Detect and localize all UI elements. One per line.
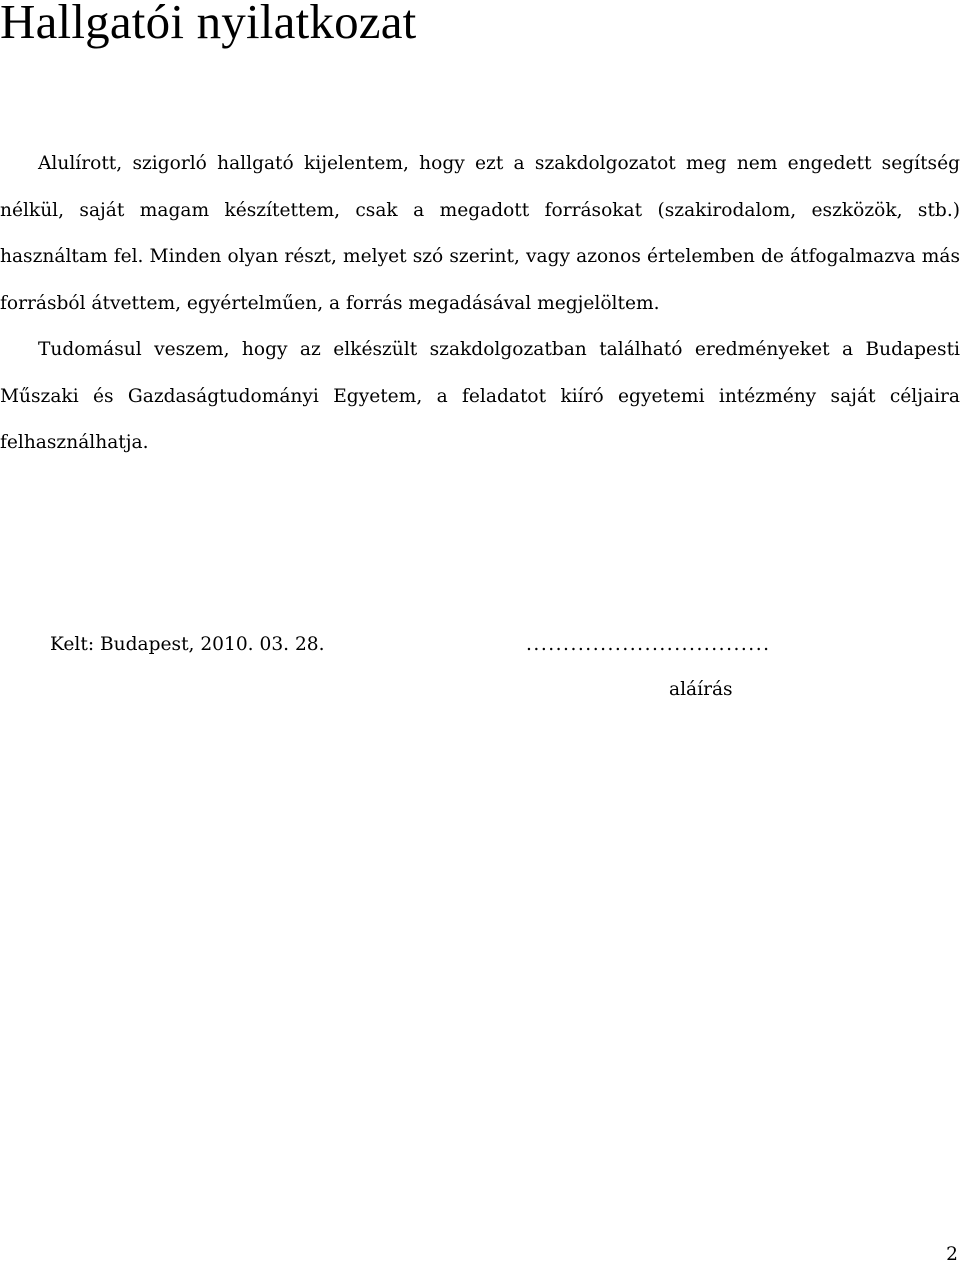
declaration-paragraph-2: Tudomásul veszem, hogy az elkészült szakdolgozatban található eredményeket a Budapesti Műszaki és Gazdaságtudományi Egyetem, a feladatot kiíró egyetemi intézmény saját céljaira felhasználhatja. xyxy=(0,339,960,453)
page-number: 2 xyxy=(946,1244,958,1265)
declaration-body xyxy=(0,141,960,467)
declaration-paragraph-1: Alulírott, szigorló hallgató kijelentem, hogy ezt a szakdolgozatot meg nem engedett segítség nélkül, saját magam készítettem, csak a megadott forrásokat (szakirodalom, eszközök, stb.) használtam fel. Minden olyan részt, melyet szó szerint, vagy azonos értelemben de átfogalmazva más forrásból átvettem, egyértelműen, a forrás megadásával megjelöltem. xyxy=(0,153,960,314)
date-line: Kelt: Budapest, 2010. 03. 28. xyxy=(50,634,325,655)
page-title: Hallgatói nyilatkozat xyxy=(0,0,417,49)
signature-label: aláírás xyxy=(669,679,733,700)
signature-line: ................................. xyxy=(526,634,771,655)
